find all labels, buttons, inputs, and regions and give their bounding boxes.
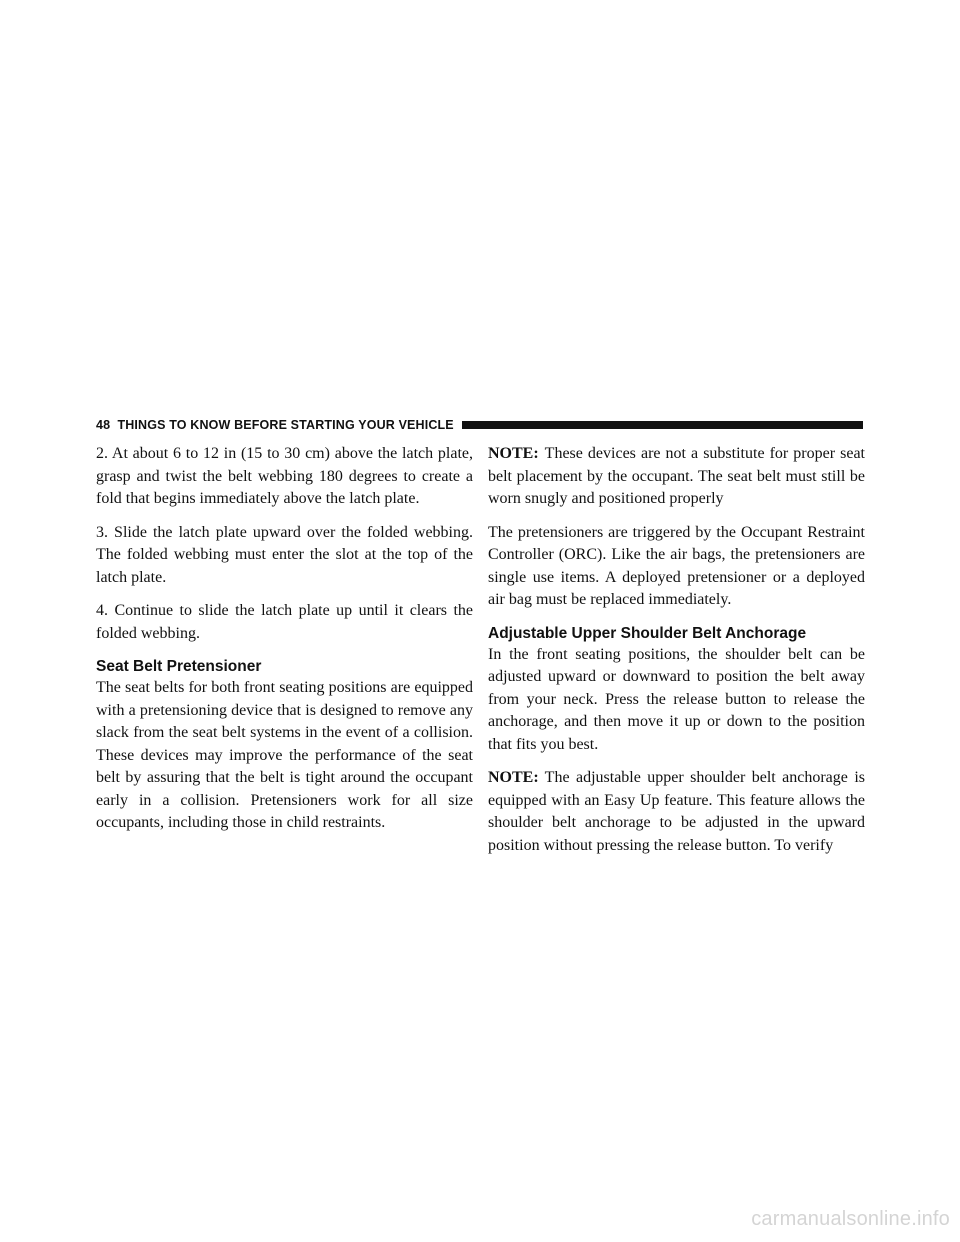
note-2-text: The adjustable upper shoulder belt anchorage is equipped with an Easy Up feature. This feature allows the shoulder belt anchorage to be adjusted in the upward position without pressing the release button. To verify	[488, 769, 865, 854]
note-label: NOTE:	[488, 445, 539, 462]
header-rule	[462, 421, 863, 429]
note-2	[488, 767, 865, 857]
section-heading-pretensioner: Seat Belt Pretensioner	[96, 658, 262, 675]
chapter-title: THINGS TO KNOW BEFORE STARTING YOUR VEHICLE	[117, 418, 454, 432]
step-3: 3. Slide the latch plate upward over the folded webbing. The folded webbing must enter the slot at the top of the latch plate.	[96, 523, 473, 586]
note-1-text: These devices are not a substitute for proper seat belt placement by the occupant. The seat belt must still be worn snugly and positioned properly	[488, 445, 865, 507]
watermark: carmanualsonline.info	[751, 1208, 950, 1230]
left-column	[96, 443, 473, 846]
shoulder-anchorage-body: In the front seating positions, the shoulder belt can be adjusted upward or downward to position the belt away from your neck. Press the release button to release the anchorage, and then move it up or down to the position that fits you best.	[488, 645, 865, 753]
step-4: 4. Continue to slide the latch plate up until it clears the folded webbing.	[96, 602, 473, 642]
right-column	[488, 443, 865, 868]
header-text	[96, 418, 454, 432]
section-heading-shoulder-anchorage: Adjustable Upper Shoulder Belt Anchorage	[488, 624, 807, 642]
pretensioner-trigger-paragraph: The pretensioners are triggered by the Occupant Restraint Controller (ORC). Like the air bags, the pretensioners are single use items. A deployed pretensioner or a deployed air bag must be replaced immediately.	[488, 523, 865, 608]
note-label: NOTE:	[488, 769, 539, 786]
page-number: 48	[96, 418, 111, 432]
page-header	[96, 417, 863, 433]
step-2: 2. At about 6 to 12 in (15 to 30 cm) above the latch plate, grasp and twist the belt webbing 180 degrees to create a fold that begins immediately above the latch plate.	[96, 445, 473, 507]
pretensioner-body: The seat belts for both front seating positions are equipped with a pretensioning device that is designed to remove any slack from the seat belt systems in the event of a collision. These devices may improve the performance of the seat belt by assuring that the belt is tight around the occupant early in a collision. Pretensioners work for all size occupants, including those in child restraints.	[96, 679, 473, 831]
note-1	[488, 443, 865, 511]
